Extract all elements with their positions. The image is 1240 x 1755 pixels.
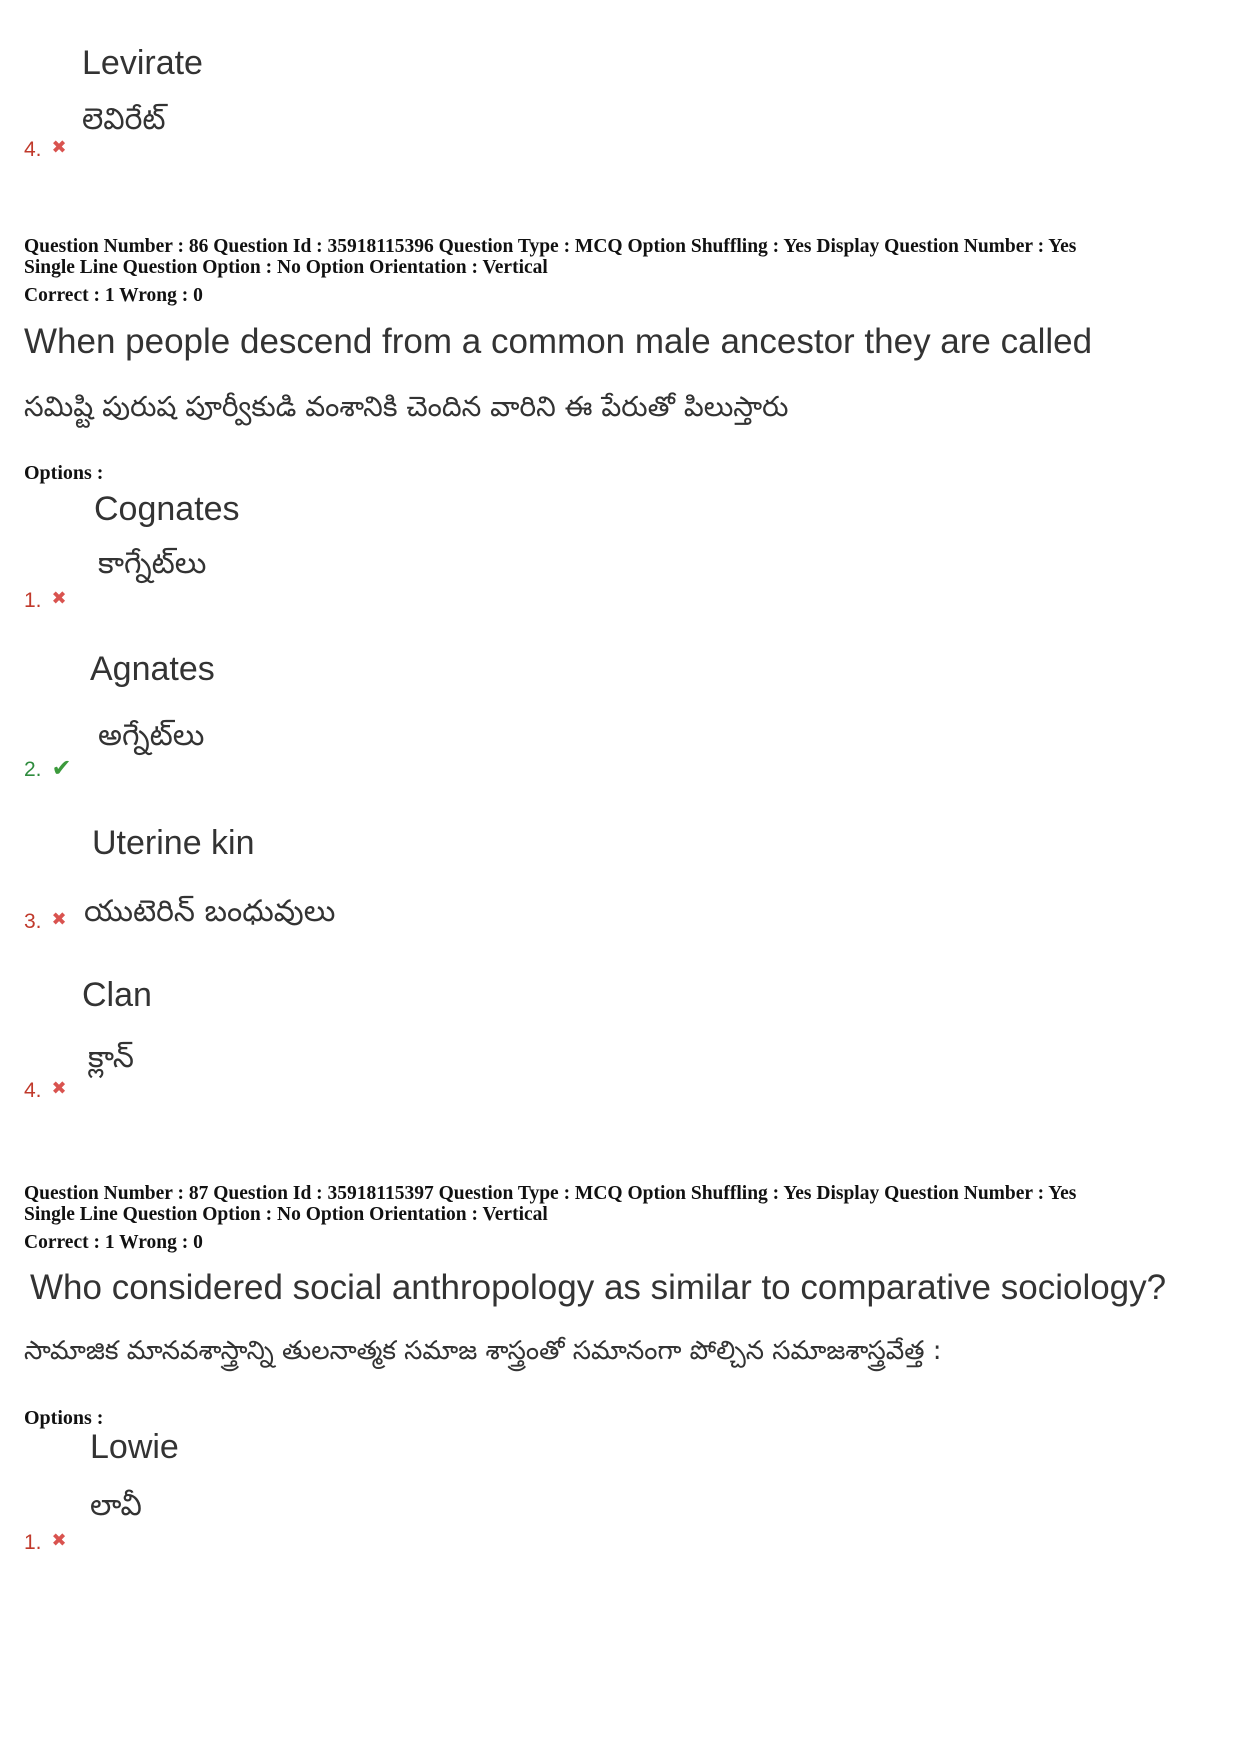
q86-option-2-text-en: Agnates: [90, 650, 215, 688]
prev-option-4-number: [24, 137, 67, 162]
q87-question-en: Who considered social anthropology as similar to comparative sociology?: [30, 1268, 1167, 1307]
cross-mark-icon: ✖: [51, 1078, 67, 1098]
cross-mark-icon: ✖: [51, 1530, 67, 1550]
q86-question-te: సమిష్టి పురుష పూర్వీకుడి వంశానికి చెందిన వారిని ఈ పేరుతో పిలుస్తారు: [24, 390, 789, 423]
q86-option-3-number: [24, 909, 67, 934]
q86-meta: [24, 236, 1076, 278]
option-number: 1.: [24, 589, 42, 612]
q86-option-1-number: [24, 588, 67, 613]
q87-option-1-number: [24, 1530, 67, 1555]
cross-mark-icon: ✖: [51, 137, 67, 157]
q86-meta-line2: Single Line Question Option : No Option Orientation : Vertical: [24, 257, 548, 278]
option-number: 3.: [24, 910, 42, 933]
q87-option-1-text-te: లావీ: [90, 1488, 142, 1523]
q86-options-label: Options :: [24, 462, 104, 484]
q86-option-2-text-te: అగ్నేట్‌లు: [98, 718, 205, 753]
q86-option-3-text-en: Uterine kin: [92, 824, 255, 862]
q87-meta-line1: Question Number : 87 Question Id : 35918115397 Question Type : MCQ Option Shuffling : Yes Display Question Number : Yes: [24, 1183, 1077, 1204]
q87-marks: Correct : 1 Wrong : 0: [24, 1232, 203, 1253]
option-number: 4.: [24, 1079, 42, 1102]
q86-meta-line1: Question Number : 86 Question Id : 35918115396 Question Type : MCQ Option Shuffling : Yes Display Question Number : Yes: [24, 236, 1077, 257]
q86-option-3-text-te: యుటెరిన్ బంధువులు: [84, 894, 336, 929]
q86-option-4-text-te: క్లాన్: [88, 1040, 134, 1075]
option-number: 2.: [24, 758, 42, 781]
q86-option-4-text-en: Clan: [82, 976, 152, 1014]
prev-option-4-text-en: Levirate: [82, 44, 203, 82]
cross-mark-icon: ✖: [51, 909, 67, 929]
option-number: 1.: [24, 1531, 42, 1554]
check-mark-icon: ✔: [51, 755, 72, 782]
q87-options-label: Options :: [24, 1407, 104, 1429]
q87-option-1-text-en: Lowie: [90, 1428, 179, 1466]
q87-question-te: సామాజిక మానవశాస్త్రాన్ని తులనాత్మక సమాజ శాస్త్రంతో సమానంగా పోల్చిన సమాజశాస్త్రవేత్త :: [24, 1336, 942, 1366]
option-number: 4.: [24, 138, 42, 161]
q86-option-2-number: [24, 754, 72, 783]
q86-option-4-number: [24, 1078, 67, 1103]
cross-mark-icon: ✖: [51, 588, 67, 608]
q86-question-en: When people descend from a common male ancestor they are called: [24, 322, 1093, 361]
q86-marks: Correct : 1 Wrong : 0: [24, 285, 203, 306]
q87-meta: [24, 1183, 1076, 1225]
q87-meta-line2: Single Line Question Option : No Option Orientation : Vertical: [24, 1204, 548, 1225]
prev-option-4-text-te: లెవిరేట్: [82, 102, 166, 137]
q86-option-1-text-te: కాగ్నేట్‌లు: [98, 546, 207, 581]
q86-option-1-text-en: Cognates: [94, 490, 240, 528]
